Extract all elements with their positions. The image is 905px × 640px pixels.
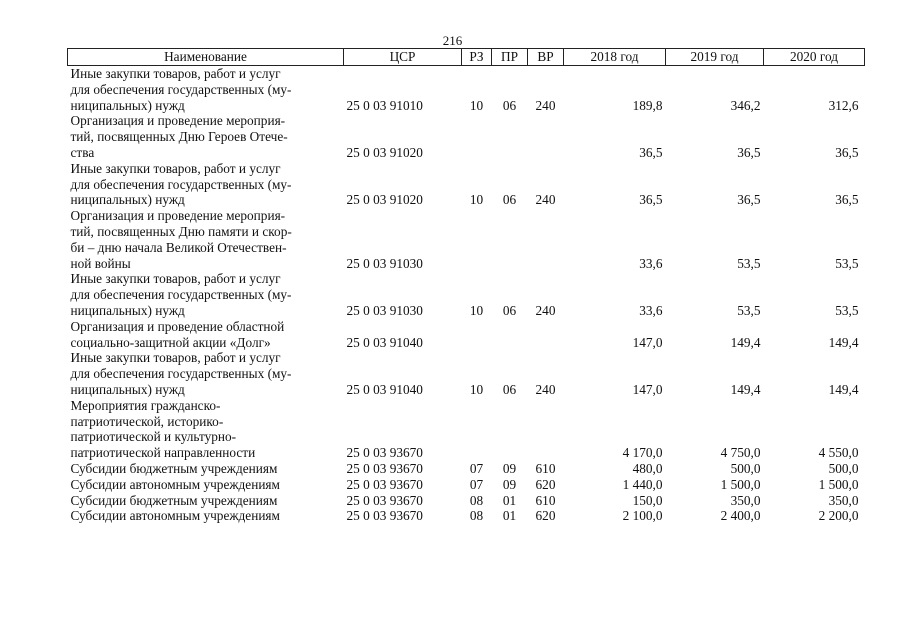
row-name-line: патриотической направленности: [70, 445, 256, 461]
header-2020: 2020 год: [764, 49, 865, 66]
row-vr: 240: [535, 381, 556, 397]
row-2020: 53,5: [835, 302, 859, 318]
row-csr: 25 0 03 93670: [346, 492, 423, 508]
row-name: [68, 350, 344, 397]
row-2020: 149,4: [828, 381, 859, 397]
row-2019: 1 500,0: [720, 476, 761, 492]
header-pr: ПР: [492, 49, 528, 66]
row-rz: 10: [469, 192, 484, 208]
row-pr: [492, 319, 528, 351]
row-pr: 01: [502, 508, 517, 524]
header-csr: ЦСР: [344, 49, 462, 66]
table-row: [68, 66, 865, 114]
row-2018: 36,5: [639, 144, 663, 160]
row-pr: 09: [502, 476, 517, 492]
row-2020: 149,4: [828, 334, 859, 350]
row-vr: 240: [535, 97, 556, 113]
row-name: [68, 113, 344, 160]
row-rz: 10: [469, 302, 484, 318]
row-2020: 53,5: [835, 255, 859, 271]
table-row: [68, 398, 865, 461]
table-row: [68, 461, 865, 477]
row-2020: 1 500,0: [818, 476, 859, 492]
row-2018: 147,0: [632, 334, 663, 350]
row-rz: 10: [469, 97, 484, 113]
row-name-line: Субсидии автономным учреждениям: [70, 508, 280, 524]
row-name: [68, 161, 344, 208]
row-2019: 149,4: [730, 381, 761, 397]
row-name-line: для обеспечения государственных (му-: [70, 81, 292, 97]
table-row: [68, 208, 865, 271]
row-name: [68, 398, 344, 461]
row-2018: 1 440,0: [622, 476, 663, 492]
row-2018: 189,8: [632, 97, 663, 113]
row-2018: 480,0: [632, 460, 663, 476]
table-row: [68, 350, 865, 397]
row-name-line: тий, посвященных Дню Героев Отече-: [70, 129, 288, 145]
row-pr: 09: [502, 460, 517, 476]
row-2018: 4 170,0: [622, 445, 663, 461]
row-2020: 312,6: [828, 97, 859, 113]
row-name-line: для обеспечения государственных (му-: [70, 176, 292, 192]
row-name: [68, 461, 344, 477]
row-2018: 33,6: [639, 255, 663, 271]
row-vr: 610: [535, 460, 556, 476]
row-2018: 147,0: [632, 381, 663, 397]
row-name-line: Иные закупки товаров, работ и услуг: [70, 66, 281, 81]
row-name-line: ства: [70, 144, 95, 160]
row-name-line: Субсидии бюджетным учреждениям: [70, 492, 278, 508]
header-2018: 2018 год: [564, 49, 666, 66]
row-csr: 25 0 03 91030: [346, 302, 423, 318]
row-name-line: патриотической и культурно-: [70, 429, 237, 445]
row-rz: 07: [469, 476, 484, 492]
header-name: Наименование: [68, 49, 344, 66]
row-2019: 53,5: [737, 255, 761, 271]
row-pr: [492, 208, 528, 271]
row-pr: [492, 398, 528, 461]
row-name-line: ной войны: [70, 255, 131, 271]
row-name-line: Организация и проведение мероприя-: [70, 208, 286, 224]
row-name: [68, 477, 344, 493]
row-name-line: Субсидии автономным учреждениям: [70, 476, 280, 492]
row-vr: 610: [535, 492, 556, 508]
row-2019: 4 750,0: [720, 445, 761, 461]
row-name-line: ниципальных) нужд: [70, 381, 185, 397]
row-vr: 240: [535, 302, 556, 318]
header-rz: РЗ: [462, 49, 492, 66]
row-rz: 07: [469, 460, 484, 476]
row-name-line: Мероприятия гражданско-: [70, 397, 221, 413]
row-2018: 36,5: [639, 192, 663, 208]
row-name-line: для обеспечения государственных (му-: [70, 366, 292, 382]
row-rz: [462, 208, 492, 271]
row-pr: [492, 113, 528, 160]
row-name: [68, 508, 344, 524]
row-2020: 350,0: [828, 492, 859, 508]
row-name: [68, 493, 344, 509]
row-2019: 500,0: [730, 460, 761, 476]
row-csr: 25 0 03 91040: [346, 381, 423, 397]
table-row: [68, 493, 865, 509]
row-name-line: социально-защитной акции «Долг»: [70, 334, 271, 350]
row-vr: [528, 113, 564, 160]
row-csr: 25 0 03 91030: [346, 255, 423, 271]
row-csr: 25 0 03 93670: [346, 476, 423, 492]
row-2019: 346,2: [730, 97, 761, 113]
table-body: [68, 66, 865, 525]
row-rz: [462, 319, 492, 351]
row-2020: 4 550,0: [818, 445, 859, 461]
row-name: [68, 208, 344, 271]
row-rz: 08: [469, 492, 484, 508]
row-name: [68, 319, 344, 351]
row-name-line: Субсидии бюджетным учреждениям: [70, 460, 278, 476]
table-header-row: [68, 49, 865, 66]
row-vr: 620: [535, 476, 556, 492]
row-2018: 150,0: [632, 492, 663, 508]
row-rz: 08: [469, 508, 484, 524]
row-2019: 36,5: [737, 192, 761, 208]
row-vr: [528, 208, 564, 271]
row-name-line: ниципальных) нужд: [70, 302, 185, 318]
row-pr: 06: [502, 381, 517, 397]
row-rz: 10: [469, 381, 484, 397]
row-csr: 25 0 03 93670: [346, 445, 423, 461]
table-row: [68, 477, 865, 493]
page-number: 216: [442, 33, 463, 48]
row-name-line: Иные закупки товаров, работ и услуг: [70, 160, 281, 176]
budget-table: [67, 48, 865, 524]
row-name-line: Иные закупки товаров, работ и услуг: [70, 271, 281, 287]
table-row: [68, 319, 865, 351]
row-rz: [462, 113, 492, 160]
row-name: [68, 66, 344, 114]
row-name-line: ниципальных) нужд: [70, 97, 185, 113]
row-name-line: патриотической, историко-: [70, 413, 224, 429]
table-row: [68, 271, 865, 318]
row-2020: 36,5: [835, 192, 859, 208]
table-row: [68, 161, 865, 208]
row-pr: 06: [502, 192, 517, 208]
row-csr: 25 0 03 91010: [346, 97, 423, 113]
row-2020: 36,5: [835, 144, 859, 160]
row-rz: [462, 398, 492, 461]
row-csr: 25 0 03 93670: [346, 508, 423, 524]
row-2018: 2 100,0: [622, 508, 663, 524]
row-csr: 25 0 03 91020: [346, 192, 423, 208]
row-name-line: Иные закупки товаров, работ и услуг: [70, 350, 281, 366]
header-vr: ВР: [528, 49, 564, 66]
row-name-line: тий, посвященных Дню памяти и скор-: [70, 223, 292, 239]
row-pr: 06: [502, 302, 517, 318]
row-2020: 2 200,0: [818, 508, 859, 524]
header-2019: 2019 год: [666, 49, 764, 66]
row-2019: 2 400,0: [720, 508, 761, 524]
row-name-line: Организация и проведение мероприя-: [70, 113, 286, 129]
row-name-line: Организация и проведение областной: [70, 318, 285, 334]
row-pr: 01: [502, 492, 517, 508]
row-pr: 06: [502, 97, 517, 113]
row-2019: 53,5: [737, 302, 761, 318]
row-name-line: для обеспечения государственных (му-: [70, 287, 292, 303]
row-vr: 620: [535, 508, 556, 524]
row-csr: 25 0 03 93670: [346, 460, 423, 476]
row-2019: 36,5: [737, 144, 761, 160]
row-2020: 500,0: [828, 460, 859, 476]
row-2018: 33,6: [639, 302, 663, 318]
row-2019: 350,0: [730, 492, 761, 508]
row-2019: 149,4: [730, 334, 761, 350]
table-row: [68, 508, 865, 524]
row-csr: 25 0 03 91020: [346, 144, 423, 160]
row-vr: [528, 319, 564, 351]
row-name-line: ниципальных) нужд: [70, 192, 185, 208]
table-row: [68, 113, 865, 160]
row-vr: 240: [535, 192, 556, 208]
row-csr: 25 0 03 91040: [346, 334, 423, 350]
row-vr: [528, 398, 564, 461]
row-name: [68, 271, 344, 318]
row-name-line: би – дню начала Великой Отечествен-: [70, 239, 287, 255]
